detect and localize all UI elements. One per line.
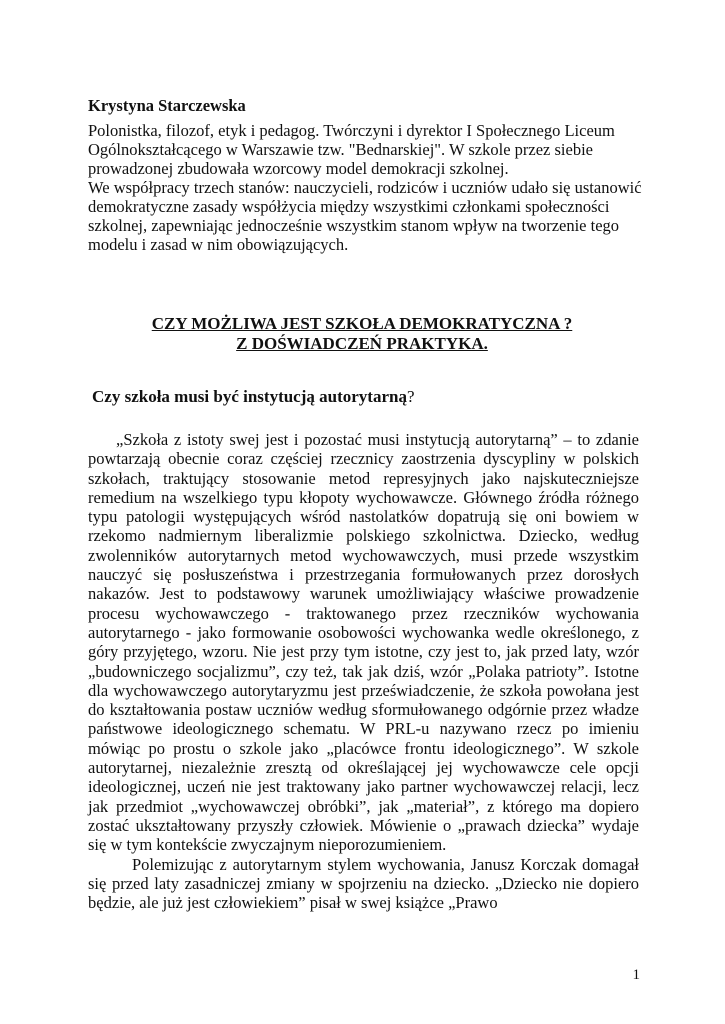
section-heading-text: Czy szkoła musi być instytucją autorytarną <box>92 387 407 406</box>
title-line: Z DOŚWIADCZEŃ PRAKTYKA. <box>236 334 488 353</box>
body-paragraph: Polemizując z autorytarnym stylem wychowania, Janusz Korczak domagał się przed laty zasadniczej zmiany w spojrzeniu na dziecko. „Dziecko nie dopiero będzie, ale już jest człowiekiem” pisał w swej książce „Prawo <box>88 854 639 913</box>
article-title <box>88 314 636 354</box>
section-heading <box>92 387 415 407</box>
section-heading-mark: ? <box>406 387 415 406</box>
page-number: 1 <box>632 967 640 983</box>
title-line: CZY MOŻLIWA JEST SZKOŁA DEMOKRATYCZNA ? <box>151 314 573 333</box>
body-text <box>88 430 639 912</box>
body-paragraph: „Szkoła z istoty swej jest i pozostać musi instytucją autorytarną” – to zdanie powtarzają obecnie coraz częściej rzecznicy zaostrzenia dyscypliny w polskich szkołach, traktujący stosowanie metod represyjnych jako najskuteczniejsze remedium na wszelkiego typu kłopoty wychowawcze. Głównego źródła różnego typu patologii występujących wśród nastolatków dopatrują się oni bowiem w rzekomo nadmiernym liberalizmie polskiego szkolnictwa. Dziecko, według zwolenników autorytarnych metod wychowawczych, musi przede wszystkim nauczyć się posłuszeństwa i przestrzegania formułowanych przez dorosłych nakazów. Jest to podstawowy warunek umożliwiający właściwe prowadzenie procesu wychowawczego - traktowanego przez rzeczników wychowania autorytarnego - jako formowanie osobowości wychowanka wedle określonego, z góry przyjętego, wzoru. Nie jest przy tym istotne, czy jest to, jak przed laty, wzór „budowniczego socjalizmu”, czy też, tak jak dziś, wzór „Polaka patrioty”. Istotne dla wychowawczego autorytaryzmu jest przeświadczenie, że szkoła powołana jest do kształtowania postaw uczniów według sformułowanego odgórnie przez władze państwowe ideologicznego schematu. W PRL-u nazywano rzecz po imieniu mówiąc po prostu o szkole jako „placówce frontu ideologicznego”. W szkole autorytarnej, niezależnie zresztą od określającej jej wychowawcze cele opcji ideologicznej, uczeń nie jest traktowany jako partner wychowawczej relacji, lecz jak przedmiot „wychowawczej obróbki”, jak „materiał”, z którego ma dopiero zostać ukształtowany przyszły człowiek. Mówienie o „prawach dziecka” wydaje się w tym kontekście zwyczajnym nieporozumieniem. <box>88 430 639 855</box>
author-bio <box>88 121 648 254</box>
author-name: Krystyna Starczewska <box>88 96 246 115</box>
bio-paragraph: Polonistka, filozof, etyk i pedagog. Twórczyni i dyrektor I Społecznego Liceum Ogólnokształcącego w Warszawie tzw. "Bednarskiej". W szkole przez siebie prowadzonej zbudowała wzorcowy model demokracji szkolnej. <box>88 121 615 178</box>
bio-paragraph: We współpracy trzech stanów: nauczycieli, rodziców i uczniów udało się ustanowić demokratyczne zasady współżycia między wszystkimi członkami społeczności szkolnej, zapewniając jednocześnie wszystkim stanom wpływ na tworzenie tego modelu i zasad w nim obowiązujących. <box>88 178 642 254</box>
